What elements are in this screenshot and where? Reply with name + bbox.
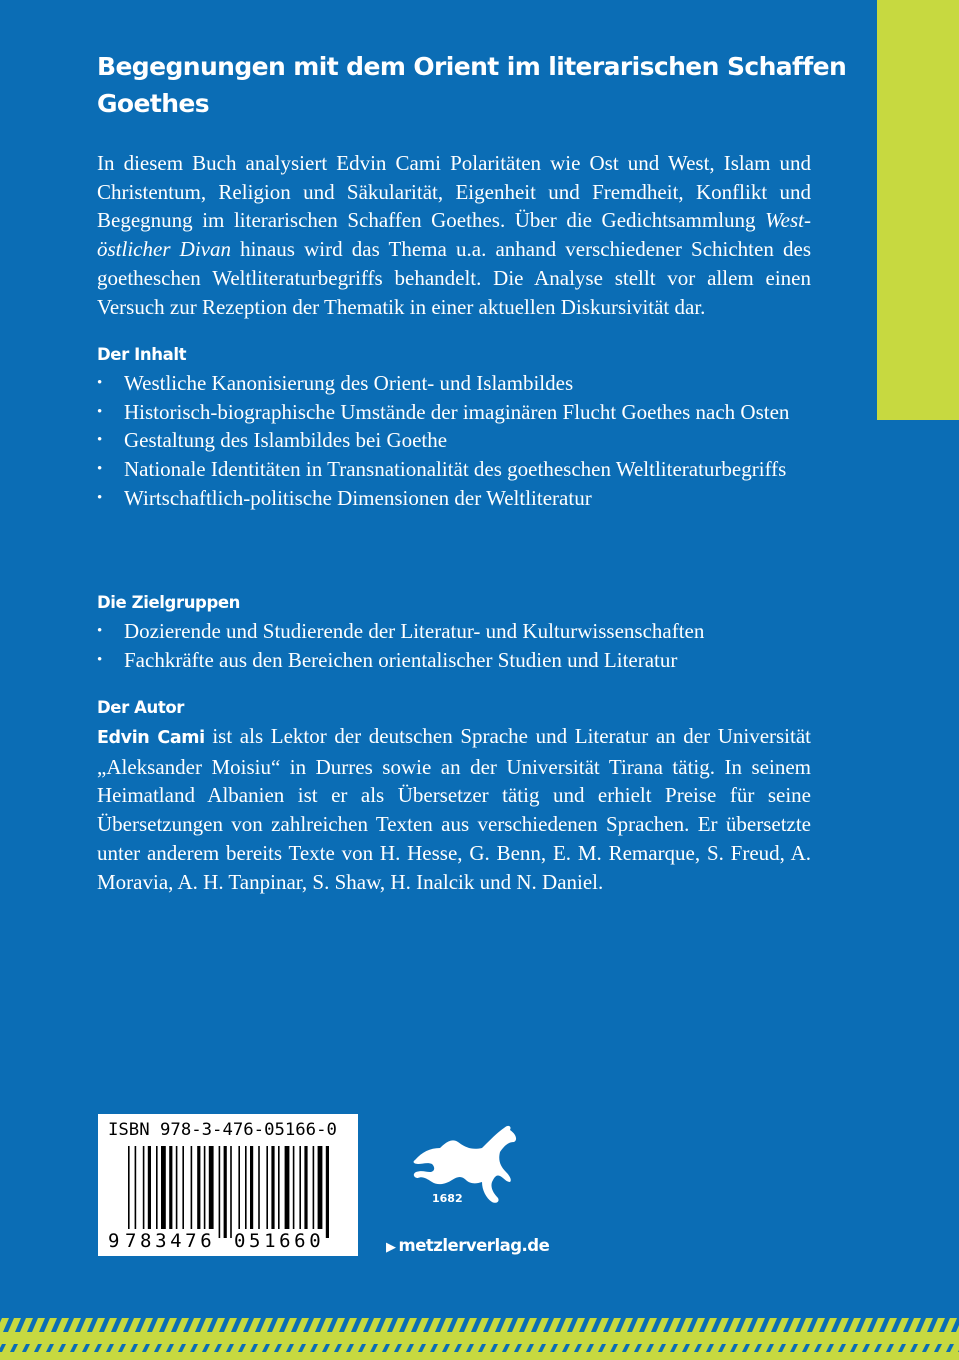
list-item-text: Historisch-biographische Umstände der imaginären Flucht Goethes nach Osten <box>124 399 790 424</box>
barcode-bar <box>191 1146 193 1238</box>
list-item-text: Gestaltung des Islambildes bei Goethe <box>124 428 448 453</box>
barcode-bar <box>135 1146 137 1238</box>
section-heading-author: Der Autor <box>97 698 185 717</box>
list-item <box>97 426 817 455</box>
barcode-bar <box>313 1146 315 1238</box>
section-heading-target-groups: Die Zielgruppen <box>97 593 241 612</box>
intro-text-end: hinaus wird das Thema u.a. anhand verschiedener Schichten des goetheschen Weltliteraturbegriffs behandelt. Die Analyse stellt vor allem einen Versuch zur Rezeption der Thematik in einer aktuellen Diskursivität dar. <box>97 237 811 319</box>
barcode-right-digits: 051660 <box>234 1230 325 1252</box>
website-text: metzlerverlag.de <box>398 1236 550 1255</box>
book-title-italic: West-östlicher Divan <box>97 208 811 262</box>
page-title: Begegnungen mit dem Orient im literarischen Schaffen Goethes <box>97 52 847 118</box>
list-item <box>97 484 817 513</box>
author-bio-text: ist als Lektor der deutschen Sprache und Literatur an der Universität „Aleksander Moisiu“ in Durres sowie an der Universität Tirana tätig. In seinem Heimatland Albanien ist er als Übersetzer tätig und erhielt Preise für seine Übersetzungen von zahlreichen Texten aus verschiedenen Sprachen. Er übersetzte unter anderem bereits Texte von H. Hesse, G. Benn, E. M. Remarque, S. Freud, A. Moravia, A. H. Tanpinar, S. Shaw, H. Inalcik und N. Daniel. <box>97 724 812 894</box>
publisher-website <box>386 1236 549 1255</box>
logo-year: 1682 <box>432 1192 463 1205</box>
barcode-digits <box>114 1229 350 1253</box>
barcode-bar <box>182 1146 184 1238</box>
list-item-text: Westliche Kanonisierung des Orient- und Islambildes <box>124 371 574 395</box>
list-item <box>97 455 817 484</box>
author-name: Edvin Cami <box>97 728 205 748</box>
intro-text-start: In diesem Buch analysiert Edvin Cami Polaritäten wie Ost und West, Islam und Christentum, Religion und Säkularität, Eigenheit und Fremdheit, Konflikt und Begegnung im literarischen Schaffen Goethes. Über die Gedichtsammlung <box>97 151 811 233</box>
barcode-bar <box>278 1146 280 1238</box>
barcode-bar <box>169 1146 172 1238</box>
list-item <box>97 646 817 675</box>
bullet-icon: • <box>97 489 103 506</box>
barcode-bar <box>148 1146 151 1238</box>
bullet-icon: • <box>97 461 103 478</box>
barcode-bar <box>219 1146 221 1238</box>
barcode-bar <box>318 1146 323 1238</box>
barcode-bar <box>161 1146 166 1238</box>
list-item <box>97 398 817 427</box>
accent-bar <box>877 0 959 420</box>
list-item-text: Fachkräfte aus den Bereichen orientalischer Studien und Literatur <box>124 647 678 672</box>
section-contents <box>97 341 817 513</box>
barcode-bar <box>128 1146 130 1238</box>
barcode-bar <box>204 1146 206 1238</box>
barcode-bar <box>285 1146 290 1238</box>
barcode-bar <box>176 1146 178 1238</box>
barcode-bar <box>299 1146 301 1238</box>
arrow-right-icon: ▶ <box>386 1240 396 1255</box>
barcode-bar <box>156 1146 158 1238</box>
isbn-label: ISBN 978-3-476-05166-0 <box>108 1120 337 1140</box>
barcode-bar <box>304 1146 307 1238</box>
list-item <box>97 369 817 398</box>
list-item-text: Nationale Identitäten in Transnationalität des goetheschen Weltliteraturbegriffs <box>124 457 787 482</box>
barcode-first-digit: 9 <box>108 1230 120 1252</box>
section-target-groups <box>97 589 817 674</box>
barcode-bar <box>250 1146 253 1238</box>
bullet-icon: • <box>97 432 103 449</box>
section-author <box>97 694 817 896</box>
barcode-bar <box>271 1146 274 1238</box>
intro-paragraph <box>97 149 811 321</box>
barcode-bar <box>143 1146 145 1238</box>
barcode-bar <box>293 1146 295 1238</box>
barcode-bar <box>266 1146 268 1238</box>
barcode-bar <box>224 1146 227 1238</box>
bullet-icon: • <box>97 623 103 639</box>
bullet-icon: • <box>97 375 103 391</box>
list-item-text: Dozierende und Studierende der Literatur- und Kulturwissenschaften <box>124 619 705 643</box>
section-heading-contents: Der Inhalt <box>97 345 187 364</box>
isbn-barcode <box>98 1114 358 1256</box>
barcode-bar <box>197 1146 200 1238</box>
barcode-bar <box>326 1146 329 1238</box>
list-item-text: Wirtschaftlich-politische Dimensionen der Weltliteratur <box>124 485 592 510</box>
bullet-icon: • <box>97 651 103 668</box>
horse-icon <box>412 1118 522 1218</box>
barcode-left-digits: 783476 <box>125 1230 216 1252</box>
bullet-icon: • <box>97 403 103 420</box>
decorative-stripe <box>0 1318 959 1360</box>
author-bio <box>97 722 811 896</box>
target-groups-list <box>97 617 817 674</box>
barcode-bar <box>230 1146 232 1238</box>
barcode-bar <box>209 1146 214 1238</box>
contents-list <box>97 369 817 513</box>
list-item <box>97 617 817 646</box>
barcode-bar <box>245 1146 247 1238</box>
barcode-bar <box>258 1146 260 1238</box>
barcode-bar <box>238 1146 240 1238</box>
